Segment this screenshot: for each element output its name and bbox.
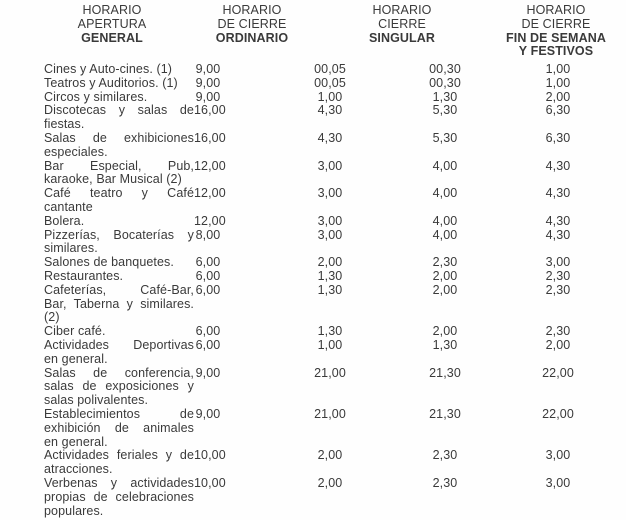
column-header-line: HORARIO — [372, 3, 432, 17]
row-label-line: especiales. — [44, 144, 108, 159]
row-label-line: (2) — [44, 310, 60, 325]
row-label-line: Bolera. — [44, 213, 85, 228]
row-label-line: salas de exposiciones y — [44, 379, 194, 394]
cell-apertura-general: 16,00 — [194, 130, 226, 145]
row-label — [44, 91, 194, 105]
cell-apertura-general: 9,00 — [195, 365, 221, 380]
cell-cierre-fin-de-semana: 4,30 — [545, 158, 571, 173]
cell-cierre-ordinario: 1,00 — [317, 337, 343, 352]
column-gap — [222, 408, 270, 409]
table-row — [0, 325, 626, 339]
column-gap — [222, 104, 270, 105]
cell-cierre-fin-de-semana: 2,30 — [545, 282, 571, 297]
column-gap — [222, 449, 270, 450]
cell-cierre-fin-de-semana: 1,00 — [545, 62, 571, 76]
cell-apertura-general: 6,00 — [195, 255, 221, 270]
column-header — [52, 4, 172, 45]
row-label — [44, 132, 194, 160]
row-label — [44, 215, 194, 229]
cell-apertura-general: 8,00 — [195, 227, 221, 242]
cell-cierre-singular: 4,00 — [432, 186, 458, 201]
cell-cierre-fin-de-semana: 6,30 — [545, 130, 571, 145]
cell-cierre-ordinario: 4,30 — [317, 130, 343, 145]
cell-cierre-fin-de-semana: 2,30 — [545, 324, 571, 339]
cell-cierre-singular: 21,30 — [429, 365, 461, 380]
column-gap — [222, 339, 270, 340]
table-row — [0, 91, 626, 105]
row-label — [44, 256, 194, 270]
cell-cierre-singular: 2,30 — [432, 475, 458, 490]
cell-cierre-singular: 2,00 — [432, 268, 458, 283]
column-header — [496, 4, 616, 59]
column-gap — [222, 187, 270, 188]
column-gap — [222, 215, 270, 216]
cell-cierre-fin-de-semana: 2,30 — [545, 268, 571, 283]
row-label-line: populares. — [44, 503, 104, 518]
row-label-line: salas polivalentes. — [44, 393, 149, 408]
cell-cierre-ordinario: 1,30 — [317, 324, 343, 339]
cell-cierre-ordinario: 2,00 — [317, 448, 343, 463]
column-gap — [222, 91, 270, 92]
row-label-line: Ciber café. — [44, 324, 106, 339]
cell-apertura-general: 6,00 — [195, 337, 221, 352]
cell-cierre-ordinario: 2,00 — [317, 255, 343, 270]
column-header — [192, 4, 312, 45]
table-row — [0, 215, 626, 229]
table-row — [0, 449, 626, 477]
cell-cierre-singular: 2,30 — [432, 255, 458, 270]
row-label — [44, 284, 194, 325]
row-label-line: Circos y similares. — [44, 89, 148, 104]
cell-cierre-fin-de-semana: 22,00 — [542, 406, 574, 421]
table-row — [0, 132, 626, 160]
column-gap — [222, 325, 270, 326]
cell-cierre-ordinario: 3,00 — [317, 213, 343, 228]
table-row — [0, 229, 626, 257]
row-label — [44, 63, 194, 77]
cell-apertura-general: 9,00 — [195, 89, 221, 104]
cell-cierre-singular: 1,30 — [432, 337, 458, 352]
cell-cierre-ordinario: 4,30 — [317, 103, 343, 118]
row-label-line: Verbenas y actividades — [44, 475, 194, 490]
cell-apertura-general: 6,00 — [195, 282, 221, 297]
column-header-line: CIERRE — [378, 16, 426, 31]
cell-cierre-singular: 1,30 — [432, 89, 458, 104]
column-header — [342, 4, 462, 45]
column-gap — [222, 284, 270, 285]
row-label-line: karaoke, Bar Musical (2) — [44, 172, 182, 187]
row-label-line: Bar, Taberna y similares. — [44, 296, 194, 311]
cell-cierre-fin-de-semana: 6,30 — [545, 103, 571, 118]
cell-cierre-ordinario: 00,05 — [314, 75, 346, 90]
row-label-line: Café teatro y Café — [44, 186, 194, 201]
cell-cierre-ordinario: 1,30 — [317, 282, 343, 297]
cell-cierre-ordinario: 3,00 — [317, 158, 343, 173]
cell-cierre-ordinario: 1,00 — [317, 89, 343, 104]
column-gap — [222, 256, 270, 257]
row-label-line: Salones de banquetes. — [44, 255, 174, 270]
cell-apertura-general: 10,00 — [194, 448, 226, 463]
table-row — [0, 104, 626, 132]
row-label-line: Discotecas y salas de — [44, 103, 194, 118]
cell-cierre-singular: 5,30 — [432, 103, 458, 118]
cell-cierre-ordinario: 3,00 — [317, 227, 343, 242]
column-header-line: APERTURA — [77, 16, 147, 31]
cell-cierre-singular: 2,00 — [432, 282, 458, 297]
cell-cierre-singular: 4,00 — [432, 213, 458, 228]
column-header-line: HORARIO — [82, 3, 142, 17]
row-label — [44, 367, 194, 408]
table-row — [0, 63, 626, 77]
column-header-line-bold: FIN DE SEMANA — [506, 30, 606, 45]
cell-apertura-general: 12,00 — [194, 186, 226, 201]
row-label — [44, 339, 194, 367]
cell-apertura-general: 10,00 — [194, 475, 226, 490]
cell-cierre-singular: 21,30 — [429, 406, 461, 421]
table-row — [0, 256, 626, 270]
row-label — [44, 160, 194, 188]
row-label-line: Cafeterías, Café-Bar, — [44, 282, 194, 297]
cell-cierre-fin-de-semana: 1,00 — [545, 75, 571, 90]
cell-apertura-general: 9,00 — [195, 62, 221, 76]
row-label-line: en general. — [44, 351, 108, 366]
cell-apertura-general: 6,00 — [195, 324, 221, 339]
cell-cierre-singular: 2,00 — [432, 324, 458, 339]
cell-cierre-fin-de-semana: 3,00 — [545, 475, 571, 490]
cell-cierre-ordinario: 1,30 — [317, 268, 343, 283]
column-gap — [222, 77, 270, 78]
cell-cierre-ordinario: 21,00 — [314, 406, 346, 421]
table-row — [0, 339, 626, 367]
row-label-line: Actividades Deportivas — [44, 337, 194, 352]
cell-cierre-fin-de-semana: 4,30 — [545, 213, 571, 228]
row-label — [44, 449, 194, 477]
cell-cierre-singular: 00,30 — [429, 75, 461, 90]
cell-apertura-general: 6,00 — [195, 268, 221, 283]
cell-apertura-general: 16,00 — [194, 103, 226, 118]
column-gap — [222, 367, 270, 368]
row-label-line: Bar Especial, Pub, — [44, 158, 194, 173]
row-label — [44, 325, 194, 339]
cell-apertura-general: 12,00 — [194, 158, 226, 173]
row-label-line: propias de celebraciones — [44, 489, 194, 504]
row-label-line: Restaurantes. — [44, 268, 124, 283]
row-label — [44, 408, 194, 449]
column-header-line: HORARIO — [526, 3, 586, 17]
cell-cierre-ordinario: 21,00 — [314, 365, 346, 380]
row-label — [44, 477, 194, 518]
row-label-line: atracciones. — [44, 462, 113, 477]
column-gap — [222, 132, 270, 133]
table-row — [0, 284, 626, 325]
column-gap — [222, 160, 270, 161]
cell-cierre-fin-de-semana: 4,30 — [545, 227, 571, 242]
column-gap — [222, 477, 270, 478]
row-label-line: Establecimientos de — [44, 406, 194, 421]
cell-cierre-singular: 4,00 — [432, 158, 458, 173]
cell-apertura-general: 9,00 — [195, 406, 221, 421]
row-label — [44, 187, 194, 215]
table-body — [0, 63, 626, 518]
row-label — [44, 104, 194, 132]
row-label-line: Salas de conferencia, — [44, 365, 194, 380]
row-label — [44, 229, 194, 257]
column-header-line-bold: Y FESTIVOS — [518, 44, 594, 59]
row-label-line: cantante — [44, 199, 93, 214]
row-label — [44, 270, 194, 284]
column-header-line-bold: ORDINARIO — [215, 30, 289, 45]
table-row — [0, 477, 626, 518]
table-row — [0, 187, 626, 215]
column-header-line: DE CIERRE — [217, 16, 287, 31]
row-label-line: exhibición de animales — [44, 420, 194, 435]
row-label-line: fiestas. — [44, 117, 85, 132]
column-header-line: HORARIO — [222, 3, 282, 17]
cell-cierre-singular: 2,30 — [432, 448, 458, 463]
column-header-line: DE CIERRE — [521, 16, 591, 31]
cell-cierre-fin-de-semana: 22,00 — [542, 365, 574, 380]
column-gap — [222, 63, 270, 64]
cell-apertura-general: 12,00 — [194, 213, 226, 228]
table-row — [0, 270, 626, 284]
row-label-line: en general. — [44, 434, 108, 449]
row-label — [44, 77, 194, 91]
column-header-line-bold: SINGULAR — [368, 30, 436, 45]
cell-cierre-fin-de-semana: 4,30 — [545, 186, 571, 201]
cell-cierre-singular: 4,00 — [432, 227, 458, 242]
cell-cierre-fin-de-semana: 2,00 — [545, 337, 571, 352]
row-label-line: Salas de exhibiciones — [44, 130, 194, 145]
column-gap — [222, 229, 270, 230]
cell-cierre-ordinario: 2,00 — [317, 475, 343, 490]
cell-cierre-singular: 5,30 — [432, 130, 458, 145]
cell-cierre-ordinario: 3,00 — [317, 186, 343, 201]
table-row — [0, 367, 626, 408]
cell-cierre-fin-de-semana: 2,00 — [545, 89, 571, 104]
column-gap — [222, 270, 270, 271]
table-row — [0, 160, 626, 188]
cell-apertura-general: 9,00 — [195, 75, 221, 90]
row-label-line: Teatros y Auditorios. (1) — [44, 75, 178, 90]
cell-cierre-fin-de-semana: 3,00 — [545, 448, 571, 463]
row-label-line: similares. — [44, 241, 98, 256]
row-label-line: Pizzerías, Bocaterías y — [44, 227, 194, 242]
cell-cierre-fin-de-semana: 3,00 — [545, 255, 571, 270]
cell-cierre-singular: 00,30 — [429, 62, 461, 76]
row-label-line: Cines y Auto-cines. (1) — [44, 62, 173, 76]
table-row — [0, 77, 626, 91]
table-row — [0, 408, 626, 449]
cell-cierre-ordinario: 00,05 — [314, 62, 346, 76]
column-header-line-bold: GENERAL — [81, 30, 143, 45]
row-label-line: Actividades feriales y de — [44, 448, 194, 463]
